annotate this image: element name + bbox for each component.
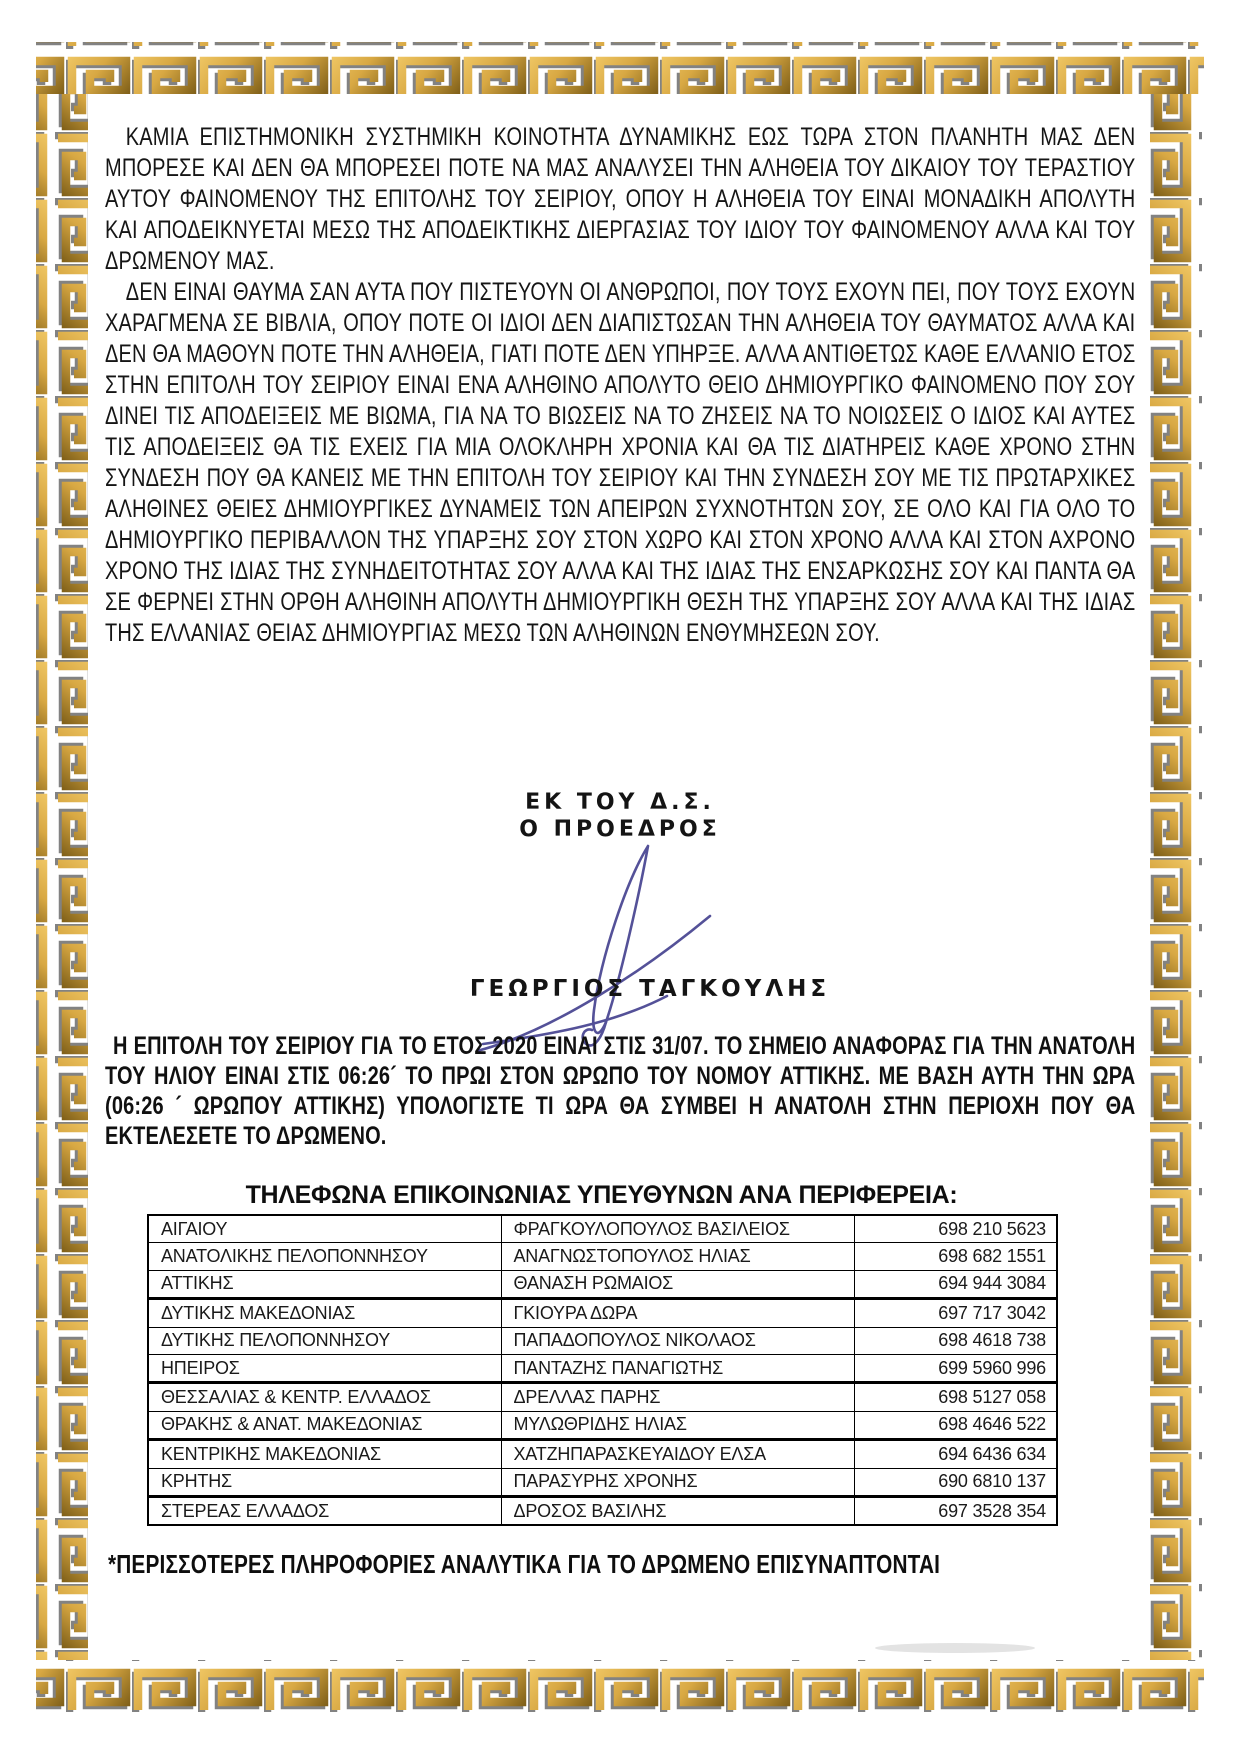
phone-cell: 697 717 3042 [854, 1299, 1057, 1327]
table-row [148, 1383, 1057, 1411]
table-row [148, 1270, 1057, 1298]
table-title: ΤΗΛΕΦΩΝΑ ΕΠΙΚΟΙΝΩΝΙΑΣ ΥΠΕΥΘΥΝΩΝ ΑΝΑ ΠΕΡΙΦΕΡΕΙΑ: [245, 1181, 958, 1209]
scan-smudge [875, 1643, 1035, 1653]
table-row [148, 1215, 1057, 1243]
contact-name-cell: ΔΡΟΣΟΣ ΒΑΣΙΛΗΣ [501, 1496, 854, 1525]
table-row [148, 1440, 1057, 1468]
contact-name-cell: ΓΚΙΟΥΡΑ ΔΩΡΑ [501, 1299, 854, 1327]
region-cell: ΔΥΤΙΚΗΣ ΜΑΚΕΔΟΝΙΑΣ [148, 1299, 501, 1327]
table-row [148, 1496, 1057, 1525]
border-right [1150, 94, 1202, 1660]
contact-name-cell: ΘΑΝΑΣΗ ΡΩΜΑΙΟΣ [501, 1270, 854, 1298]
signature-heading-line2: Ο ΠΡΟΕΔΡΟΣ [519, 817, 721, 842]
contact-name-cell: ΠΑΝΤΑΖΗΣ ΠΑΝΑΓΙΩΤΗΣ [501, 1354, 854, 1382]
region-cell: ΔΥΤΙΚΗΣ ΠΕΛΟΠΟΝΝΗΣΟΥ [148, 1327, 501, 1354]
contact-name-cell: ΔΡΕΛΛΑΣ ΠΑΡΗΣ [501, 1383, 854, 1411]
region-cell: ΑΙΓΑΙΟΥ [148, 1215, 501, 1243]
phone-cell: 697 3528 354 [854, 1496, 1057, 1525]
region-cell: ΣΤΕΡΕΑΣ ΕΛΛΑΔΟΣ [148, 1496, 501, 1525]
phone-cell: 698 5127 058 [854, 1383, 1057, 1411]
contact-name-cell: ΧΑΤΖΗΠΑΡΑΣΚΕΥΑΙΔΟΥ ΕΛΣΑ [501, 1440, 854, 1468]
region-cell: ΘΡΑΚΗΣ & ΑΝΑΤ. ΜΑΚΕΔΟΝΙΑΣ [148, 1411, 501, 1439]
body-paragraph-1: ΚΑΜΙΑ ΕΠΙΣΤΗΜΟΝΙΚΗ ΣΥΣΤΗΜΙΚΗ ΚΟΙΝΟΤΗΤΑ ΔΥΝΑΜΙΚΗΣ ΕΩΣ ΤΩΡΑ ΣΤΟΝ ΠΛΑΝΗΤΗ ΜΑΣ ΔΕΝ ΜΠΟΡΕΣΕ ΚΑΙ ΔΕΝ ΘΑ ΜΠΟΡΕΣΕΙ ΠΟΤΕ ΝΑ ΜΑΣ ΑΝΑΛΥΣΕΙ ΤΗΝ ΑΛΗΘΕΙΑ ΤΟΥ ΔΙΚΑΙΟΥ ΤΟΥ ΤΕΡΑΣΤΙΟΥ ΑΥΤΟΥ ΦΑΙΝΟΜΕΝΟΥ ΤΗΣ ΕΠΙΤΟΛΗΣ ΤΟΥ ΣΕΙΡΙΟΥ, ΟΠΟΥ Η ΑΛΗΘΕΙΑ ΤΟΥ ΕΙΝΑΙ ΜΟΝΑΔΙΚΗ ΑΠΟΛΥΤΗ ΚΑΙ ΑΠΟΔΕΙΚΝΥΕΤΑΙ ΜΕΣΩ ΤΗΣ ΑΠΟΔΕΙΚΤΙΚΗΣ ΔΙΕΡΓΑΣΙΑΣ ΤΟΥ ΙΔΙΟΥ ΤΟΥ ΦΑΙΝΟΜΕΝΟΥ ΑΛΛΑ ΚΑΙ ΤΟΥ ΔΡΩΜΕΝΟΥ ΜΑΣ. [105, 123, 1136, 275]
phone-table-body [148, 1215, 1057, 1525]
footnote-block [108, 1549, 1168, 1580]
signature-name: ΓΕΩΡΓΙΟΣ ΤΑΓΚΟΥΛΗΣ [469, 976, 831, 1002]
table-row [148, 1299, 1057, 1327]
contact-name-cell: ΑΝΑΓΝΩΣΤΟΠΟΥΛΟΣ ΗΛΙΑΣ [501, 1243, 854, 1270]
region-cell: ΘΕΣΣΑΛΙΑΣ & ΚΕΝΤΡ. ΕΛΛΑΔΟΣ [148, 1383, 501, 1411]
phone-cell: 698 4646 522 [854, 1411, 1057, 1439]
footnote: *ΠΕΡΙΣΣΟΤΕΡΕΣ ΠΛΗΡΟΦΟΡΙΕΣ ΑΝΑΛΥΤΙΚΑ ΓΙΑ ΤΟ ΔΡΩΜΕΝΟ ΕΠΙΣΥΝΑΠΤΟΝΤΑΙ [108, 1549, 941, 1579]
table-row [148, 1468, 1057, 1496]
phone-cell: 690 6810 137 [854, 1468, 1057, 1496]
body-paragraph-2: ΔΕΝ ΕΙΝΑΙ ΘΑΥΜΑ ΣΑΝ ΑΥΤΑ ΠΟΥ ΠΙΣΤΕΥΟΥΝ ΟΙ ΑΝΘΡΩΠΟΙ, ΠΟΥ ΤΟΥΣ ΕΧΟΥΝ ΠΕΙ, ΠΟΥ ΤΟΥΣ ΕΧΟΥΝ ΧΑΡΑΓΜΕΝΑ ΣΕ ΒΙΒΛΙΑ, ΟΠΟΥ ΠΟΤΕ ΟΙ ΙΔΙΟΙ ΔΕΝ ΔΙΑΠΙΣΤΩΣΑΝ ΤΗΝ ΑΛΗΘΕΙΑ ΤΟΥ ΘΑΥΜΑΤΟΣ ΑΛΛΑ ΚΑΙ ΔΕΝ ΘΑ ΜΑΘΟΥΝ ΠΟΤΕ ΤΗΝ ΑΛΗΘΕΙΑ, ΓΙΑΤΙ ΠΟΤΕ ΔΕΝ ΥΠΗΡΞΕ. ΑΛΛΑ ΑΝΤΙΘΕΤΩΣ ΚΑΘΕ ΕΛΛΑΝΙΟ ΕΤΟΣ ΣΤΗΝ ΕΠΙΤΟΛΗ ΤΟΥ ΣΕΙΡΙΟΥ ΕΙΝΑΙ ΕΝΑ ΑΛΗΘΙΝΟ ΑΠΟΛΥΤΟ ΘΕΙΟ ΔΗΜΙΟΥΡΓΙΚΟ ΦΑΙΝΟΜΕΝΟ ΠΟΥ ΣΟΥ ΔΙΝΕΙ ΤΙΣ ΑΠΟΔΕΙΞΕΙΣ ΜΕ ΒΙΩΜΑ, ΓΙΑ ΝΑ ΤΟ ΒΙΩΣΕΙΣ ΝΑ ΤΟ ΖΗΣΕΙΣ ΝΑ ΤΟ ΝΟΙΩΣΕΙΣ Ο ΙΔΙΟΣ ΚΑΙ ΑΥΤΕΣ ΤΙΣ ΑΠΟΔΕΙΞΕΙΣ ΘΑ ΤΙΣ ΕΧΕΙΣ ΓΙΑ ΜΙΑ ΟΛΟΚΛΗΡΗ ΧΡΟΝΙΑ ΚΑΙ ΘΑ ΤΙΣ ΔΙΑΤΗΡΕΙΣ ΚΑΘΕ ΧΡΟΝΟ ΣΤΗΝ ΣΥΝΔΕΣΗ ΠΟΥ ΘΑ ΚΑΝΕΙΣ ΜΕ ΤΗΝ ΕΠΙΤΟΛΗ ΤΟΥ ΣΕΙΡΙΟΥ ΚΑΙ ΤΗΝ ΣΥΝΔΕΣΗ ΣΟΥ ΜΕ ΤΙΣ ΠΡΩΤΑΡΧΙΚΕΣ ΑΛΗΘΙΝΕΣ ΘΕΙΕΣ ΔΗΜΙΟΥΡΓΙΚΕΣ ΔΥΝΑΜΕΙΣ ΤΩΝ ΑΠΕΙΡΩΝ ΣΥΧΝΟΤΗΤΩΝ ΣΟΥ, ΣΕ ΟΛΟ ΚΑΙ ΓΙΑ ΟΛΟ ΤΟ ΔΗΜΙΟΥΡΓΙΚΟ ΠΕΡΙΒΑΛΛΟΝ ΤΗΣ ΥΠΑΡΞΗΣ ΣΟΥ ΣΤΟΝ ΧΩΡΟ ΚΑΙ ΣΤΟΝ ΧΡΟΝΟ ΑΛΛΑ ΚΑΙ ΣΤΟΝ ΑΧΡΟΝΟ ΧΡΟΝΟ ΤΗΣ ΙΔΙΑΣ ΤΗΣ ΣΥΝΗΔΕΙΤΟΤΗΤΑΣ ΣΟΥ ΑΛΛΑ ΚΑΙ ΤΗΣ ΙΔΙΑΣ ΤΗΣ ΕΝΣΑΡΚΩΣΗΣ ΣΟΥ ΚΑΙ ΠΑΝΤΑ ΘΑ ΣΕ ΦΕΡΝΕΙ ΣΤΗΝ ΟΡΘΗ ΑΛΗΘΙΝΗ ΑΠΟΛΥΤΗ ΔΗΜΙΟΥΡΓΙΚΗ ΘΕΣΗ ΤΗΣ ΥΠΑΡΞΗΣ ΣΟΥ ΑΛΛΑ ΚΑΙ ΤΗΣ ΙΔΙΑΣ ΤΗΣ ΕΛΛΑΝΙΑΣ ΘΕΙΑΣ ΔΗΜΙΟΥΡΓΙΑΣ ΜΕΣΩ ΤΩΝ ΑΛΗΘΙΝΩΝ ΕΝΘΥΜΗΣΕΩΝ ΣΟΥ. [105, 278, 1136, 647]
region-cell: ΑΤΤΙΚΗΣ [148, 1270, 501, 1298]
region-cell: ΚΕΝΤΡΙΚΗΣ ΜΑΚΕΔΟΝΙΑΣ [148, 1440, 501, 1468]
phone-cell: 694 6436 634 [854, 1440, 1057, 1468]
phone-cell: 699 5960 996 [854, 1354, 1057, 1382]
region-cell: ΗΠΕΙΡΟΣ [148, 1354, 501, 1382]
contact-name-cell: ΠΑΡΑΣΥΡΗΣ ΧΡΟΝΗΣ [501, 1468, 854, 1496]
phone-table [147, 1214, 1058, 1526]
phone-cell: 698 210 5623 [854, 1215, 1057, 1243]
table-row [148, 1411, 1057, 1439]
signature-heading [105, 789, 1135, 843]
border-bottom [36, 1660, 1204, 1712]
contact-name-cell: ΜΥΛΩΘΡΙΔΗΣ ΗΛΙΑΣ [501, 1411, 854, 1439]
region-cell: ΚΡΗΤΗΣ [148, 1468, 501, 1496]
table-row [148, 1354, 1057, 1382]
border-left [36, 94, 88, 1660]
phone-cell: 698 682 1551 [854, 1243, 1057, 1270]
info-paragraph: Η ΕΠΙΤΟΛΗ ΤΟΥ ΣΕΙΡΙΟΥ ΓΙΑ ΤΟ ΕΤΟΣ 2020 ΕΙΝΑΙ ΣΤΙΣ 31/07. ΤΟ ΣΗΜΕΙΟ ΑΝΑΦΟΡΑΣ ΓΙΑ ΤΗΝ ΑΝΑΤΟΛΗ ΤΟΥ ΗΛΙΟΥ ΕΙΝΑΙ ΣΤΙΣ 06:26´ ΤΟ ΠΡΩΙ ΣΤΟΝ ΩΡΩΠΟ ΤΟΥ ΝΟΜΟΥ ΑΤΤΙΚΗΣ. ΜΕ ΒΑΣΗ ΑΥΤΗ ΤΗΝ ΩΡΑ (06:26 ´ ΩΡΩΠΟΥ ΑΤΤΙΚΗΣ) ΥΠΟΛΟΓΙΣΤΕ ΤΙ ΩΡΑ ΘΑ ΣΥΜΒΕΙ Η ΑΝΑΤΟΛΗ ΣΤΗΝ ΠΕΡΙΟΧΗ ΠΟΥ ΘΑ ΕΚΤΕΛΕΣΕΤΕ ΤΟ ΔΡΩΜΕΝΟ. [105, 1032, 1136, 1150]
table-row [148, 1327, 1057, 1354]
region-cell: ΑΝΑΤΟΛΙΚΗΣ ΠΕΛΟΠΟΝΝΗΣΟΥ [148, 1243, 501, 1270]
body-text-block [105, 122, 1135, 649]
table-row [148, 1243, 1057, 1270]
signature-heading-line1: ΕΚ ΤΟΥ Δ.Σ. [525, 790, 715, 815]
phone-cell: 698 4618 738 [854, 1327, 1057, 1354]
info-paragraph-block [105, 1031, 1135, 1151]
border-top [36, 42, 1204, 94]
contact-name-cell: ΦΡΑΓΚΟΥΛΟΠΟΥΛΟΣ ΒΑΣΙΛΕΙΟΣ [501, 1215, 854, 1243]
contact-name-cell: ΠΑΠΑΔΟΠΟΥΛΟΣ ΝΙΚΟΛΑΟΣ [501, 1327, 854, 1354]
phone-cell: 694 944 3084 [854, 1270, 1057, 1298]
